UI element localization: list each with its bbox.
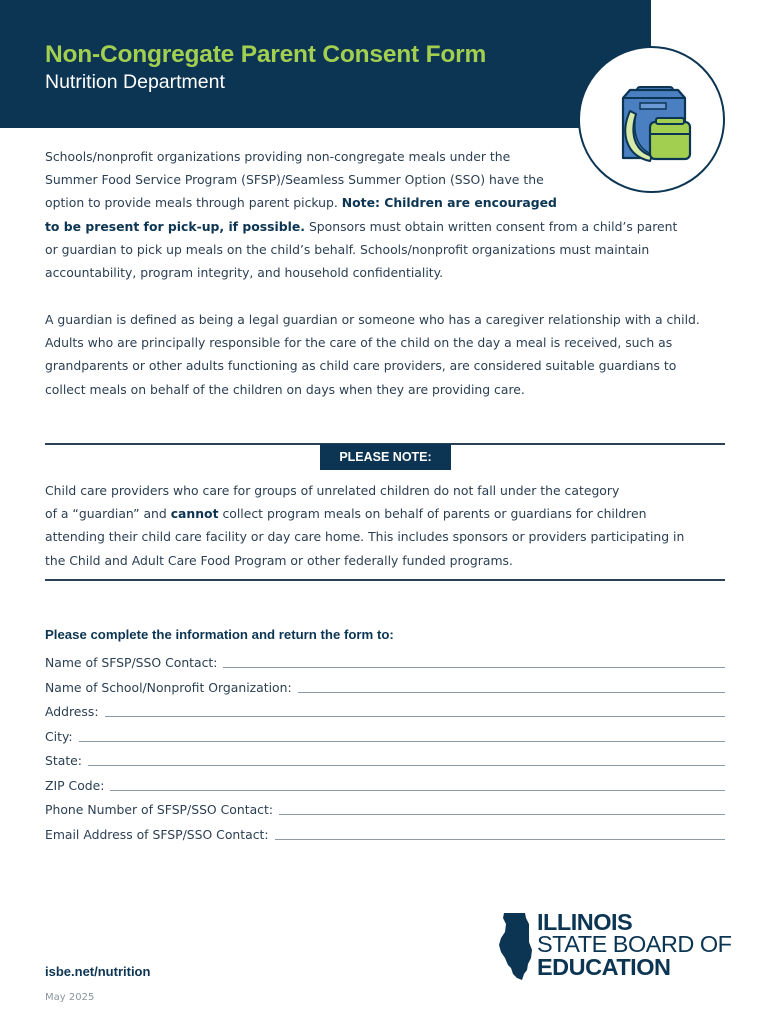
intro-text: Sponsors must obtain written consent from a child’s parent [305,218,678,234]
page-title: Non-Congregate Parent Consent Form [45,41,487,68]
note-line: attending their child care facility or day care home. This includes sponsors or providers participating in [45,529,685,545]
city-field[interactable] [45,725,725,745]
page-subtitle: Nutrition Department [45,71,225,93]
guardian-line: collect meals on behalf of the children on days when they are providing care. [45,381,525,397]
intro-line: or guardian to pick up meals on the child’s behalf. Schools/nonprofit organizations must maintain [45,241,650,257]
fill-line[interactable] [223,667,725,668]
intro-line: accountability, program integrity, and household confidentiality. [45,265,444,281]
intro-text: option to provide meals through parent pickup. [45,195,342,211]
field-label: Name of SFSP/SSO Contact: [45,655,218,670]
fill-line[interactable] [110,790,725,791]
field-label: Phone Number of SFSP/SSO Contact: [45,802,274,817]
intro-emphasis: Note: Children are encouraged [341,195,557,211]
fill-line[interactable] [275,839,725,840]
note-line: Child care providers who care for groups of unrelated children do not fall under the category [45,483,620,498]
intro-line [45,215,677,238]
intro-paragraph [45,145,677,284]
fill-line[interactable] [279,814,725,815]
note-line: the Child and Adult Care Food Program or other federally funded programs. [45,552,513,568]
intro-line [45,191,677,214]
guardian-paragraph [45,308,700,401]
note-text: collect program meals on behalf of parents or guardians for children [218,506,647,522]
isbe-logo [497,909,732,982]
intro-line: Summer Food Service Program (SFSP)/Seamless Summer Option (SSO) have the [45,172,544,188]
form-heading: Please complete the information and return the form to: [45,627,394,642]
intro-line: Schools/nonprofit organizations providing non-congregate meals under the [45,149,511,164]
fill-line[interactable] [298,692,725,693]
state-field[interactable] [45,749,725,769]
guardian-line: Adults who are principally responsible for the care of the child on the day a meal is received, such as [45,335,673,351]
please-note-label: PLEASE NOTE: [320,444,451,470]
guardian-line: A guardian is defined as being a legal guardian or someone who has a caregiver relationship with a child. [45,312,700,327]
guardian-line: grandparents or other adults functioning as child care providers, are considered suitable guardians to [45,358,677,374]
footer-url-link[interactable]: isbe.net/nutrition [45,964,151,979]
zip-code-field[interactable] [45,774,725,794]
address-field[interactable] [45,700,725,720]
field-label: Email Address of SFSP/SSO Contact: [45,827,269,842]
fill-line[interactable] [88,765,725,766]
field-label: ZIP Code: [45,778,105,793]
email-field[interactable] [45,823,725,843]
field-label: City: [45,729,73,744]
contact-name-field[interactable] [45,651,725,671]
illinois-state-outline-icon [497,912,537,982]
logo-line-education: EDUCATION [537,954,671,980]
logo-line-state-board: STATE BOARD OF [537,931,732,957]
note-paragraph [45,479,684,572]
field-label: Address: [45,704,99,719]
intro-emphasis: to be present for pick-up, if possible. [45,218,305,234]
field-label: State: [45,753,82,768]
logo-line-illinois: ILLINOIS [537,909,633,935]
organization-field[interactable] [45,676,725,696]
note-line [45,502,684,525]
phone-field[interactable] [45,798,725,818]
footer-date: May 2025 [45,992,95,1003]
field-label: Name of School/Nonprofit Organization: [45,680,292,695]
fill-line[interactable] [105,716,725,717]
note-emphasis: cannot [170,506,219,522]
note-bottom-divider [45,579,725,581]
note-text: of a “guardian” and [45,506,171,522]
fill-line[interactable] [79,741,725,742]
